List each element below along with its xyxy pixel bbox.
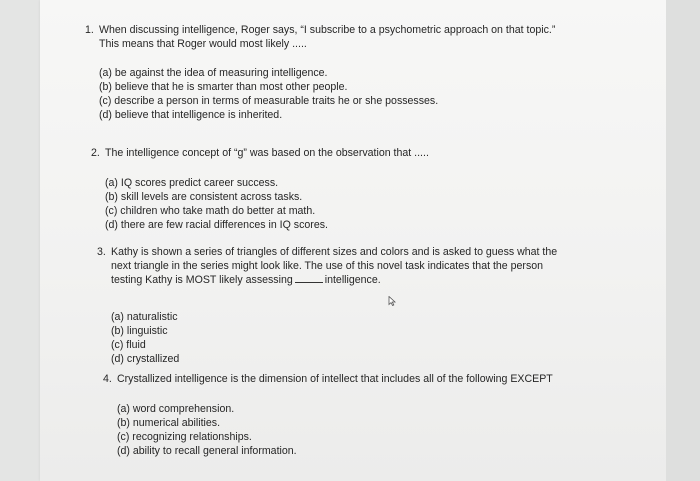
option-b: (b) skill levels are consistent across tasks. [105,190,303,203]
option-c: (c) fluid [111,338,146,351]
question-1 [85,24,560,122]
question-1-stem [85,24,560,51]
mouse-pointer-icon [388,296,396,306]
option-a: (a) word comprehension. [117,402,235,415]
option-b: (b) numerical abilities. [117,416,221,429]
question-2 [91,147,561,232]
option-b: (b) believe that he is smarter than most other people. [99,81,348,93]
option-d: (d) crystallized [111,352,180,365]
question-number: 2. [91,147,100,159]
option-a: (a) IQ scores predict career success. [105,176,279,189]
question-number: 1. [85,24,94,36]
question-text-after-blank: intelligence. [324,274,381,286]
option-c: (c) recognizing relationships. [117,430,252,443]
question-number: 4. [103,373,112,385]
question-text: When discussing intelligence, Roger says, “I subscribe to a psychometric approach on that topic.” This means that Roger would most likely ..... [99,24,556,50]
question-text: The intelligence concept of “g” was based on the observation that ..... [105,147,429,159]
question-number: 3. [97,246,106,258]
question-4-stem [103,373,573,387]
option-c: (c) describe a person in terms of measurable traits he or she possesses. [99,95,439,107]
options-list [117,402,573,458]
options-list [105,176,561,232]
option-d: (d) believe that intelligence is inherited. [99,109,283,121]
question-2-stem [91,147,561,161]
background-edge [666,0,700,481]
question-text-before-blank: Kathy is shown a series of triangles of different sizes and colors and is asked to guess what the next triangle in the series might look like. The use of this novel task indicates that the person testing Kathy is MOST likely assessing [111,246,558,286]
question-3-stem [97,246,567,288]
option-b: (b) linguistic [111,324,168,337]
options-list [111,310,567,366]
question-text [111,246,567,288]
question-4 [103,373,573,458]
option-c: (c) children who take math do better at math. [105,204,316,217]
option-a: (a) naturalistic [111,310,178,323]
option-a: (a) be against the idea of measuring intelligence. [99,67,328,79]
question-3 [97,246,567,366]
option-d: (d) ability to recall general information. [117,444,297,457]
answer-blank [295,273,323,283]
option-d: (d) there are few racial differences in IQ scores. [105,218,328,231]
options-list [99,66,560,122]
question-text: Crystallized intelligence is the dimension of intellect that includes all of the following EXCEPT [117,373,553,385]
